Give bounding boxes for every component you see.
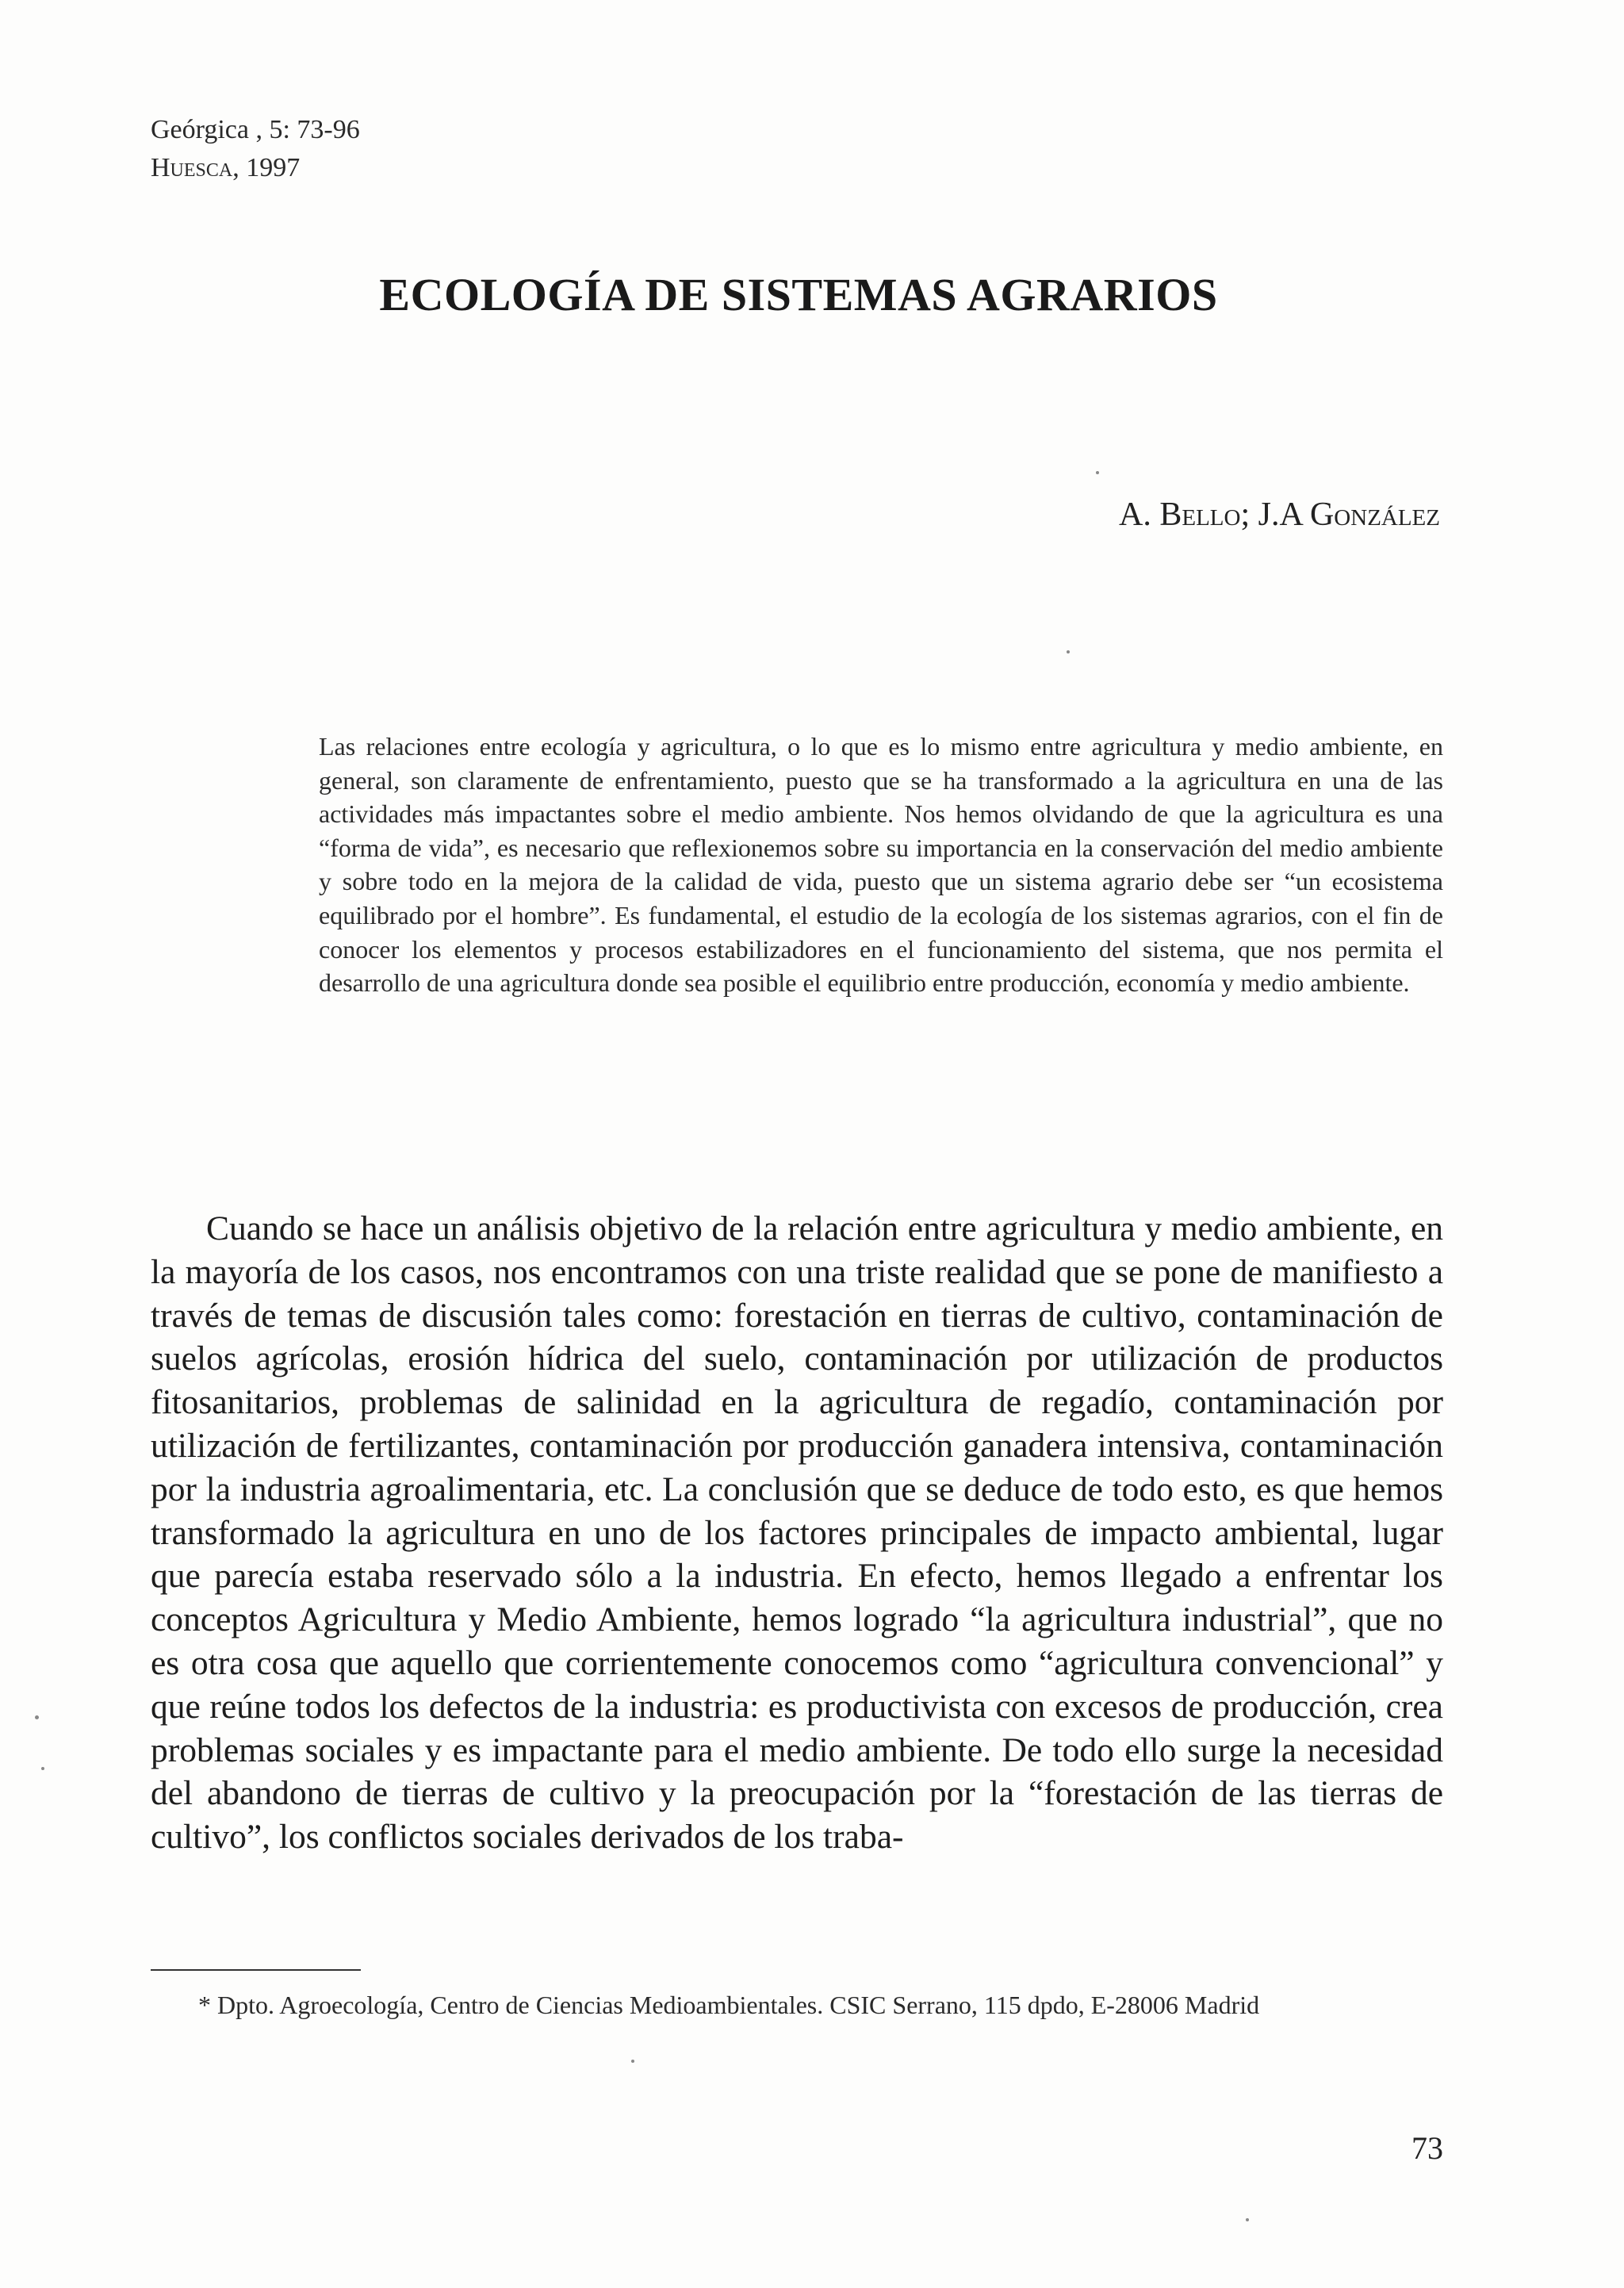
scan-speck [631, 2060, 634, 2063]
scan-speck [1246, 2218, 1249, 2221]
article-authors: A. Bello; J.A González [1119, 496, 1440, 533]
scan-speck [41, 1767, 44, 1770]
footnote-separator [151, 1969, 361, 1971]
scan-speck [1096, 471, 1099, 474]
journal-citation: Geórgica , 5: 73-96 [151, 115, 360, 144]
article-abstract: Las relaciones entre ecología y agricultura, o lo que es lo mismo entre agricultura y medio ambiente, en general, son claramente de enfrentamiento, puesto que se ha transformado a la agricultura en una de las actividades más impactantes sobre el medio ambiente. Nos hemos olvidando de que la agricultura es una “forma de vida”, es necesario que reflexionemos sobre su importancia en la conservación del medio ambiente y sobre todo en la mejora de la calidad de vida, puesto que un sistema agrario debe ser “un ecosistema equilibrado por el hombre”. Es fundamental, el estudio de la ecología de los sistemas agrarios, con el fin de conocer los elementos y procesos estabilizadores en el funcionamiento del sistema, que nos permita el desarrollo de una agricultura donde sea posible el equilibrio entre producción, economía y medio ambiente. [319, 732, 1443, 998]
journal-header [151, 111, 360, 187]
article-body-paragraph: Cuando se hace un análisis objetivo de la relación entre agricultura y medio ambiente, en la mayoría de los casos, nos encontramos con una triste realidad que se pone de manifiesto a través de temas de discusión tales como: forestación en tierras de cultivo, contaminación de suelos agrícolas, erosión hídrica del suelo, contaminación por utilización de productos fitosanitarios, problemas de salinidad en la agricultura de regadío, contaminación por utilización de fertilizantes, contaminación por producción ganadera intensiva, contaminación por la industria agroalimentaria, etc. La conclusión que se deduce de todo esto, es que hemos transformado la agricultura en uno de los factores principales de impacto ambiental, lugar que parecía estaba reservado sólo a la industria. En efecto, hemos llegado a enfrentar los conceptos Agricultura y Medio Ambiente, hemos logrado “la agricultura industrial”, que no es otra cosa que aquello que corrientemente conocemos como “agricultura convencional” y que reúne todos los defectos de la industria: es productivista con excesos de producción, crea problemas sociales y es impactante para el medio ambiente. De todo ello surge la necesidad del abandono de tierras de cultivo y la preocupación por la “forestación de las tierras de cultivo”, los conflictos sociales derivados de los traba- [151, 1209, 1443, 1857]
scan-speck [35, 1715, 39, 1719]
article-title-block [0, 268, 1624, 321]
author-affiliation-footnote: * Dpto. Agroecología, Centro de Ciencias Medioambientales. CSIC Serrano, 115 dpdo, E-28006 Madrid [198, 1991, 1260, 2019]
article-title: ECOLOGÍA DE SISTEMAS AGRARIOS [379, 269, 1218, 320]
journal-place-year: Huesca, 1997 [151, 153, 301, 182]
scan-speck [1067, 650, 1070, 653]
page-number: 73 [1411, 2130, 1443, 2166]
